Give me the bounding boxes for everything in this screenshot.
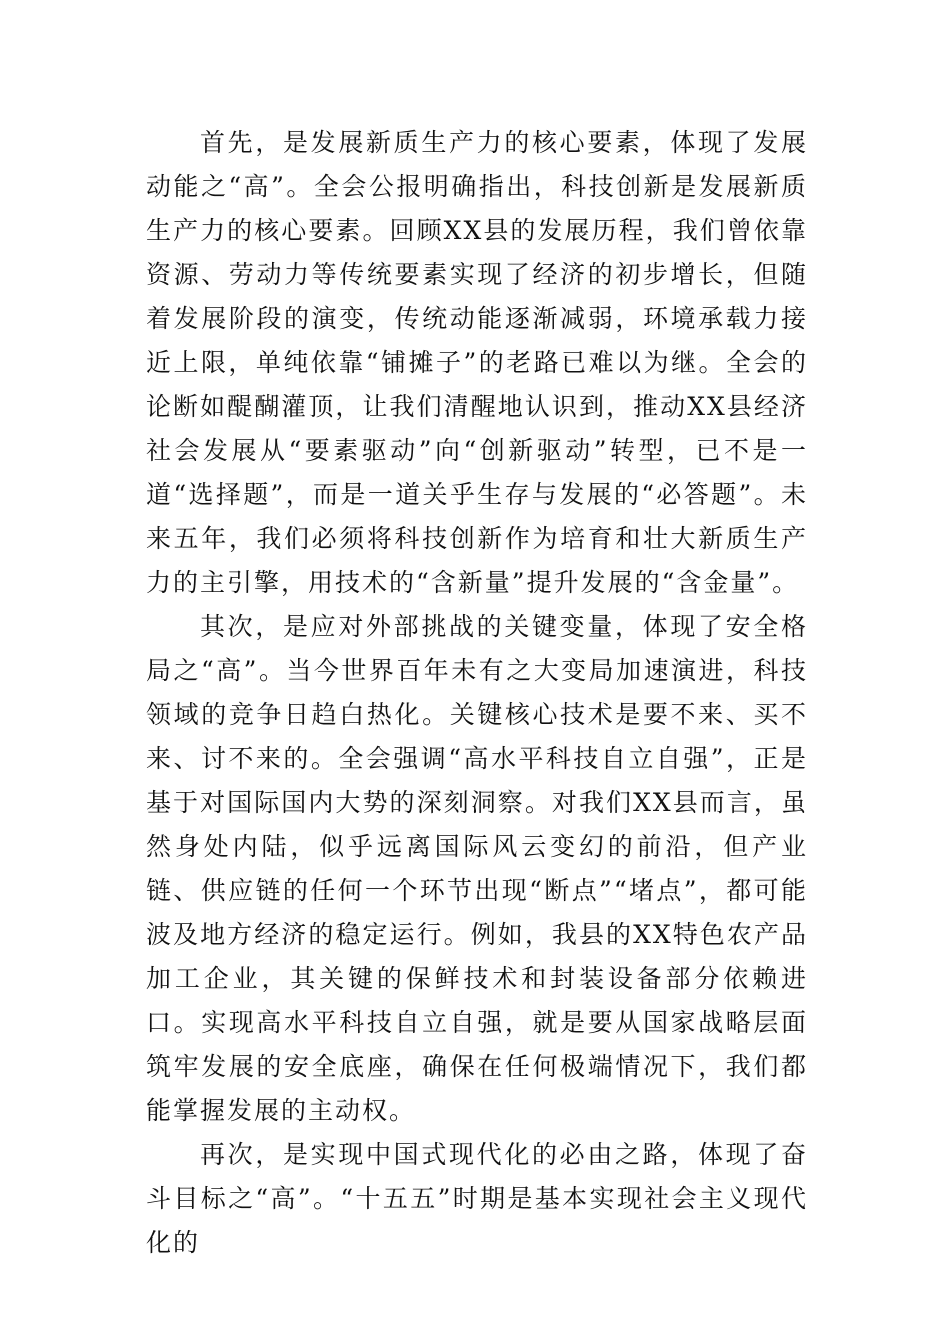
paragraph-1: 首先，是发展新质生产力的核心要素，体现了发展动能之“高”。全会公报明确指出，科技创新是发展新质生产力的核心要素。回顾XX县的发展历程，我们曾依靠资源、劳动力等传统要素实现了经济的初步增长，但随着发展阶段的演变，传统动能逐渐减弱，环境承载力接近上限，单纯依靠“铺摊子”的老路已难以为继。全会的论断如醍醐灌顶，让我们清醒地认识到，推动XX县经济社会发展从“要素驱动”向“创新驱动”转型，已不是一道“选择题”，而是一道关乎生存与发展的“必答题”。未来五年，我们必须将科技创新作为培育和壮大新质生产力的主引擎，用技术的“含新量”提升发展的“含金量”。 [146, 128, 808, 597]
document-body [146, 121, 808, 1265]
paragraph-3: 再次，是实现中国式现代化的必由之路，体现了奋斗目标之“高”。“十五五”时期是基本实现社会主义现代化的 [146, 1140, 808, 1257]
paragraph-2: 其次，是应对外部挑战的关键变量，体现了安全格局之“高”。当今世界百年未有之大变局加速演进，科技领域的竞争日趋白热化。关键核心技术是要不来、买不来、讨不来的。全会强调“高水平科技自立自强”，正是基于对国际国内大势的深刻洞察。对我们XX县而言，虽然身处内陆，似乎远离国际风云变幻的前沿，但产业链、供应链的任何一个环节出现“断点”“堵点”，都可能波及地方经济的稳定运行。例如，我县的XX特色农产品加工企业，其关键的保鲜技术和封装设备部分依赖进口。实现高水平科技自立自强，就是要从国家战略层面筑牢发展的安全底座，确保在任何极端情况下，我们都能掌握发展的主动权。 [146, 612, 808, 1125]
